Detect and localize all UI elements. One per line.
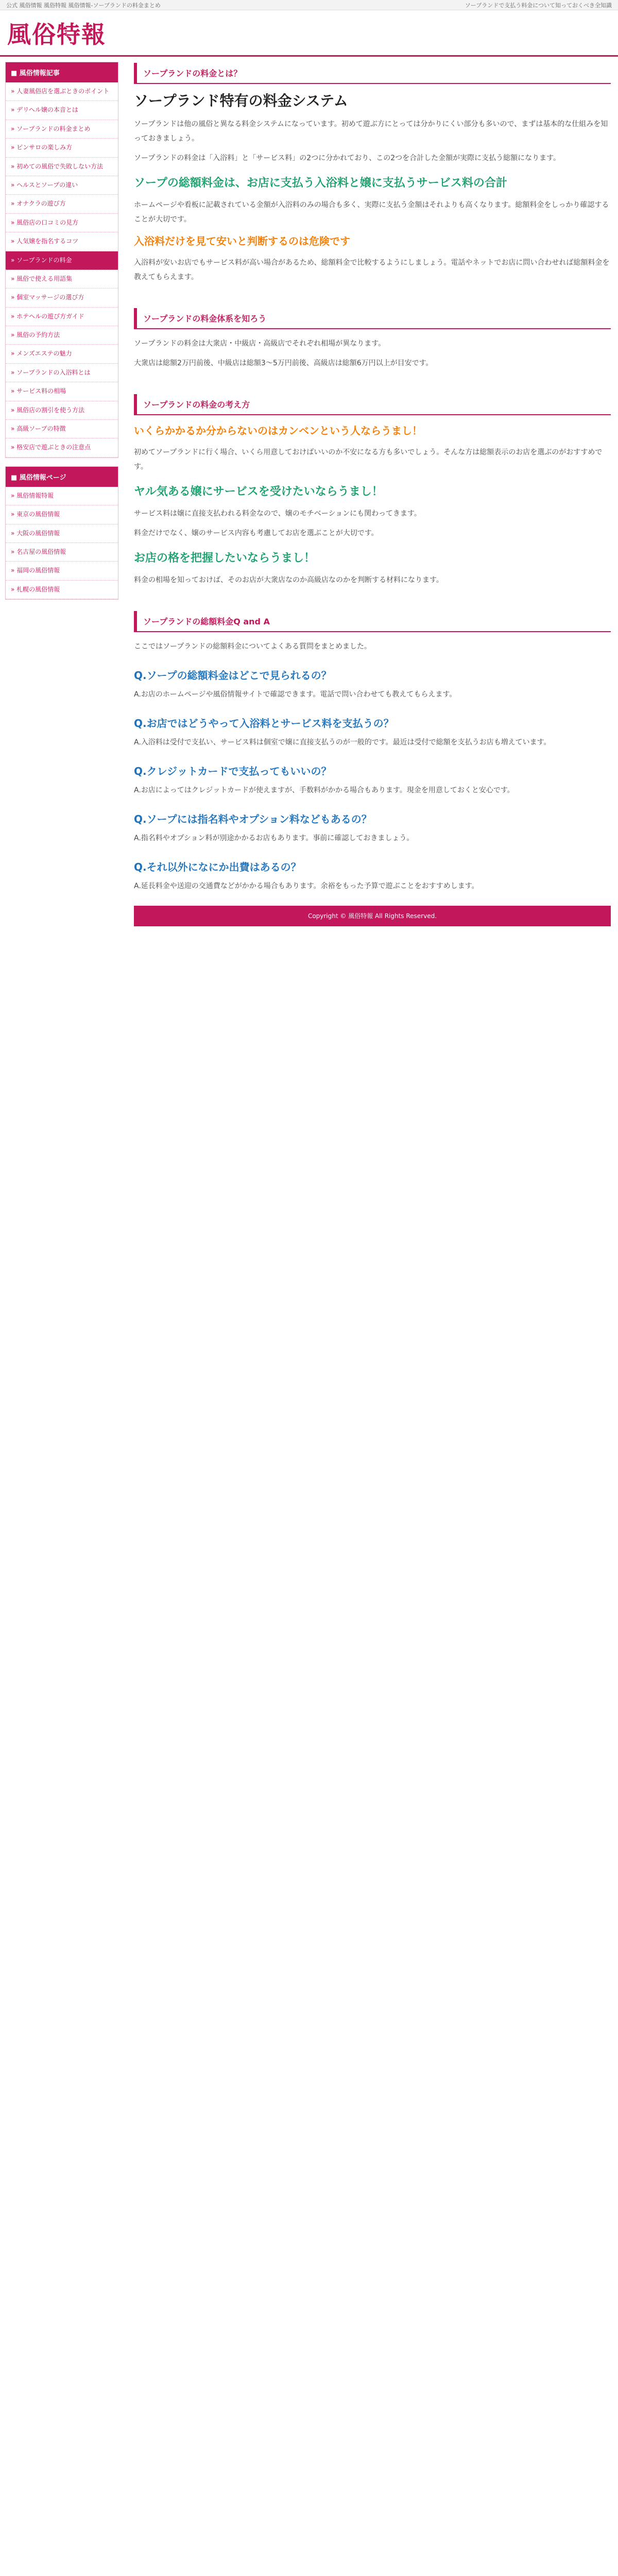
sidebar-item[interactable]: » サービス料の相場 bbox=[6, 382, 118, 401]
sidebar-item[interactable]: » 風俗店の割引を使う方法 bbox=[6, 401, 118, 420]
section-title: ソープランドの料金の考え方 bbox=[134, 394, 611, 415]
article-heading: ソープランド特有の料金システム bbox=[134, 92, 348, 109]
paragraph: 大衆店は総額2万円前後、中級店は総額3〜5万円前後、高級店は総額6万円以上が目安です。 bbox=[134, 359, 433, 367]
paragraph: ソープランドの料金は大衆店・中級店・高級店でそれぞれ相場が異なります。 bbox=[134, 339, 386, 348]
sidebar-item[interactable]: » 風俗情報特報 bbox=[6, 487, 118, 505]
site-logo[interactable]: 風俗特報 bbox=[7, 20, 106, 48]
sidebar-item[interactable]: » 高級ソープの特徴 bbox=[6, 420, 118, 438]
site-footer bbox=[134, 906, 611, 926]
highlight-heading: お店の格を把握したいならうまし！ bbox=[134, 551, 316, 565]
paragraph: 料金の相場を知っておけば、そのお店が大衆店なのか高級店なのかを判断する材料になります。 bbox=[134, 575, 443, 584]
emphasis-text: 入浴料だけを見て安いと判断するのは危険です bbox=[134, 234, 350, 247]
sidebar-item[interactable]: » 東京の風俗情報 bbox=[6, 505, 118, 524]
spacer bbox=[134, 294, 611, 308]
section-price-system bbox=[134, 308, 611, 370]
sidebar-item[interactable]: » 個室マッサージの選び方 bbox=[6, 289, 118, 307]
sidebar-list bbox=[6, 82, 118, 457]
sidebar-item[interactable]: » ヘルスとソープの違い bbox=[6, 176, 118, 195]
qa-list bbox=[134, 667, 611, 893]
section-title: ソープランドの総額料金Q and A bbox=[134, 611, 611, 632]
sidebar-item[interactable]: » 風俗店の口コミの見方 bbox=[6, 214, 118, 232]
qa-answer: A.入浴料は受付で支払い、サービス料は個室で嬢に直接支払うのが一般的です。最近は受付で総額を支払うお店も増えています。 bbox=[134, 738, 551, 747]
paragraph: ここではソープランドの総額料金についてよくある質問をまとめました。 bbox=[134, 642, 372, 651]
sidebar-block-pages bbox=[5, 466, 118, 600]
section-thinking bbox=[134, 394, 611, 587]
paragraph: ソープランドは他の風俗と異なる料金システムになっています。初めて遊ぶ方にとっては分かりにくい部分も多いので、まずは基本的な仕組みを知っておきましょう。 bbox=[134, 120, 608, 143]
sidebar-item[interactable]: » ピンサロの楽しみ方 bbox=[6, 139, 118, 157]
qa-question: Q.ソープの総額料金はどこで見られるの？ bbox=[134, 669, 332, 682]
section-title: ソープランドの料金体系を知ろう bbox=[134, 308, 611, 329]
sidebar-item[interactable]: » 格安店で遊ぶときの注意点 bbox=[6, 438, 118, 457]
sidebar-item[interactable]: » 人気嬢を指名するコツ bbox=[6, 232, 118, 251]
paragraph: サービス料は嬢に直接支払われる料金なので、嬢のモチベーションにも関わってきます。 bbox=[134, 509, 421, 518]
qa-answer: A.お店によってはクレジットカードが使えますが、手数料がかかる場合もあります。現金を用意しておくと安心です。 bbox=[134, 786, 514, 794]
section-intro bbox=[134, 63, 611, 284]
sidebar-item[interactable]: » 札幌の風俗情報 bbox=[6, 581, 118, 599]
sidebar-heading: ■ 風俗情報記事 bbox=[6, 62, 118, 82]
sidebar-heading: ■ 風俗情報ページ bbox=[6, 467, 118, 487]
spacer bbox=[134, 597, 611, 611]
qa-answer: A.お店のホームページや風俗情報サイトで確認できます。電話で問い合わせても教えてもらえます。 bbox=[134, 690, 457, 699]
spacer bbox=[134, 380, 611, 394]
highlight-heading: ヤル気ある嬢にサービスを受けたいならうまし！ bbox=[134, 485, 383, 498]
qa-answer: A.延長料金や送迎の交通費などがかかる場合もあります。余裕をもった予算で遊ぶことをおすすめします。 bbox=[134, 882, 479, 890]
sidebar-item[interactable]: » ソープランドの料金まとめ bbox=[6, 120, 118, 139]
top-bar bbox=[0, 0, 618, 10]
sidebar-item[interactable]: » 初めての風俗で失敗しない方法 bbox=[6, 158, 118, 176]
sidebar-item[interactable]: » 風俗の予約方法 bbox=[6, 326, 118, 345]
paragraph: 料金だけでなく、嬢のサービス内容も考慮してお店を選ぶことが大切です。 bbox=[134, 529, 379, 537]
paragraph: 初めてソープランドに行く場合、いくら用意しておけばいいのか不安になる方も多いでしょう。そんな方は総額表示のお店を選ぶのがおすすめです。 bbox=[134, 448, 603, 471]
sidebar-item[interactable]: » ホテヘルの遊び方ガイド bbox=[6, 308, 118, 326]
sidebar-item[interactable]: » 人妻風俗店を選ぶときのポイント bbox=[6, 82, 118, 101]
sidebar-item[interactable]: » 大阪の風俗情報 bbox=[6, 524, 118, 543]
paragraph: ホームページや看板に記載されている金額が入浴料のみの場合も多く、実際に支払う金額はそれよりも高くなります。総額料金をしっかり確認することが大切です。 bbox=[134, 200, 609, 224]
footer-copyright: Copyright © 風俗特報 All Rights Reserved. bbox=[307, 912, 437, 920]
sidebar-item[interactable]: » 風俗で使える用語集 bbox=[6, 270, 118, 289]
sidebar-item[interactable]: » 名古屋の風俗情報 bbox=[6, 543, 118, 562]
sidebar-item[interactable]: » オナクラの遊び方 bbox=[6, 195, 118, 213]
page-layout bbox=[0, 57, 618, 926]
sidebar-list bbox=[6, 487, 118, 599]
topbar-right-text: ソープランドで支払う料金について知っておくべき全知識 bbox=[465, 2, 612, 9]
topbar-left-text: 公式 風俗情報 風俗特報 風俗情報-ソープランドの料金まとめ bbox=[6, 2, 161, 9]
emphasis-heading: いくらかかるか分からないのはカンベンという人ならうまし！ bbox=[134, 424, 422, 437]
qa-question: Q.ソープには指名料やオプション料などもあるの？ bbox=[134, 812, 372, 825]
paragraph: 入浴料が安いお店でもサービス料が高い場合があるため、総額料金で比較するようにしましょう。電話やネットでお店に問い合わせれば総額料金を教えてもらえます。 bbox=[134, 258, 610, 281]
site-header bbox=[0, 10, 618, 57]
paragraph: ソープランドの料金は「入浴料」と「サービス料」の2つに分かれており、この2つを合計した金額が実際に支払う総額になります。 bbox=[134, 154, 560, 162]
sidebar-item[interactable]: » デリヘル嬢の本音とは bbox=[6, 101, 118, 120]
sidebar-item[interactable]: » ソープランドの料金 bbox=[6, 251, 118, 270]
section-title: ソープランドの料金とは？ bbox=[134, 63, 611, 84]
sidebar-item[interactable]: » ソープランドの入浴料とは bbox=[6, 364, 118, 382]
main-content bbox=[124, 57, 618, 926]
qa-answer: A.指名料やオプション料が別途かかるお店もあります。事前に確認しておきましょう。 bbox=[134, 834, 414, 842]
highlight-heading: ソープの総額料金は、お店に支払う入浴料と嬢に支払うサービス料の合計 bbox=[134, 176, 507, 190]
section-qa bbox=[134, 611, 611, 893]
sidebar bbox=[0, 57, 124, 926]
qa-question: Q.お店ではどうやって入浴料とサービス料を支払うの？ bbox=[134, 717, 394, 730]
sidebar-item[interactable]: » メンズエステの魅力 bbox=[6, 345, 118, 363]
sidebar-item[interactable]: » 福岡の風俗情報 bbox=[6, 562, 118, 580]
qa-question: Q.それ以外になにか出費はあるの？ bbox=[134, 860, 301, 873]
sidebar-block-articles bbox=[5, 62, 118, 458]
qa-question: Q.クレジットカードで支払ってもいいの？ bbox=[134, 765, 332, 777]
